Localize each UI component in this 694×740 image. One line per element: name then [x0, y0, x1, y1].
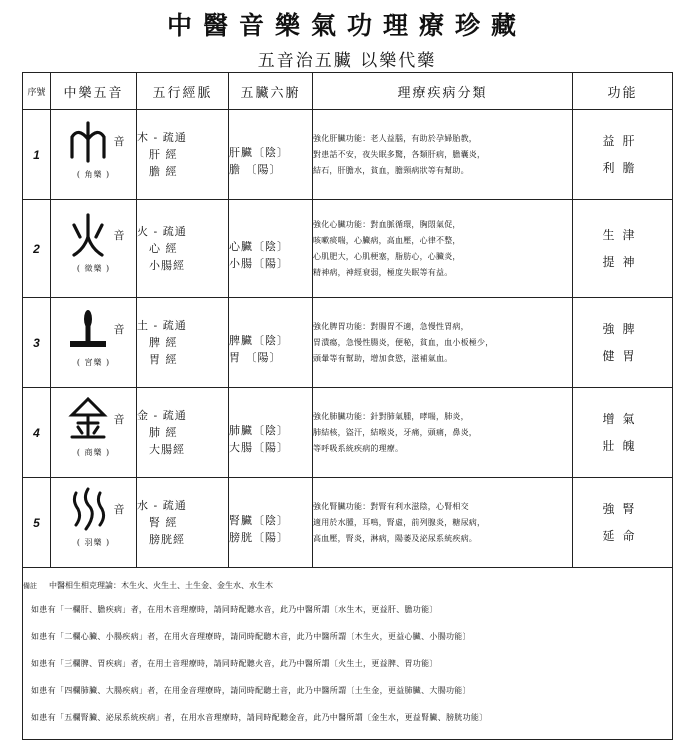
disease-line: 強化肝臟功能：老人益腦，有助於孕婦胎教，: [313, 133, 477, 143]
organ-label: 小腸〔陽〕: [229, 256, 289, 270]
organ-label: 心臟〔陰〕: [229, 239, 289, 253]
header-tone: 中樂五音: [51, 73, 137, 110]
organ-label: 脾臟〔陰〕: [229, 333, 289, 347]
meridian-label: 小腸經: [149, 259, 185, 272]
disease-cell: [313, 200, 573, 298]
table-header-row: [23, 73, 673, 110]
header-element: 五行經脈: [137, 73, 229, 110]
header-disease: 理療疾病分類: [313, 73, 573, 110]
notes-heading: [23, 576, 672, 596]
element-label: 土 - 疏通: [137, 319, 187, 332]
tone-cell: [51, 200, 137, 298]
function-label: 益肝: [602, 133, 643, 148]
function-label: 提神: [602, 254, 643, 269]
tone-caption: ( 商樂 ): [76, 447, 111, 457]
tone-suffix: 音: [113, 322, 125, 336]
organ-label: 大腸〔陽〕: [229, 440, 289, 454]
meridian-label: 膽 經: [149, 165, 178, 178]
element-cell: [137, 388, 229, 478]
disease-cell: [313, 110, 573, 200]
tone-caption: ( 角樂 ): [76, 169, 111, 179]
table-row: [23, 388, 673, 478]
notes-label: 備註: [23, 582, 37, 590]
organs-cell: [229, 478, 313, 568]
notes-row: [23, 568, 673, 740]
row-number: 3: [23, 298, 51, 388]
organ-label: 肺臟〔陰〕: [229, 423, 289, 437]
function-cell: [573, 200, 673, 298]
tone-suffix: 音: [113, 228, 125, 242]
element-label: 木 - 疏通: [137, 131, 187, 144]
disease-line: 對患話不安，夜失眠多驚，各類肝病，膽囊炎，: [313, 149, 486, 159]
disease-line: 強化腎臟功能：對腎有利水滋陰，心腎相交: [313, 501, 469, 511]
notes-theory: 中醫相生相克理論：木生火、火生土、土生金、金生水、水生木: [49, 581, 273, 590]
table-row: [23, 478, 673, 568]
note-line: 如患有「三欄脾、胃疾病」者，在用土音理療時，請同時配聽火音，此乃中醫所謂〔火生土，更益脾、胃功能〕: [31, 659, 438, 668]
row-number: 1: [23, 110, 51, 200]
disease-line: 頭暈等有幫助，增加食慾，滋補氣血。: [313, 353, 453, 363]
disease-line: 心肌肥大，心肌梗塞，脂肪心，心臟炎，: [313, 251, 461, 261]
organ-label: 膀胱〔陽〕: [229, 530, 289, 544]
row-number: 4: [23, 388, 51, 478]
meridian-label: 大腸經: [149, 443, 185, 456]
tone-cell: [51, 388, 137, 478]
function-label: 增氣: [602, 411, 643, 426]
element-cell: [137, 478, 229, 568]
water-seal-glyph-icon: [64, 485, 112, 533]
function-label: 健胃: [602, 348, 643, 363]
meridian-label: 腎 經: [149, 516, 178, 529]
row-number: 2: [23, 200, 51, 298]
function-cell: [573, 388, 673, 478]
meridian-label: 膀胱經: [149, 533, 185, 546]
note-line: 如患有「二欄心臟、小腸疾病」者，在用火音理療時，請同時配聽木音，此乃中醫所謂〔木生火，更益心臟、小腸功能〕: [31, 632, 471, 641]
disease-line: 強化脾胃功能：對腸胃不適，急慢性胃病，: [313, 321, 469, 331]
function-cell: [573, 298, 673, 388]
earth-seal-glyph-icon: [64, 305, 112, 353]
table-row: [23, 298, 673, 388]
disease-cell: [313, 478, 573, 568]
note-line: 如患有「四欄肺臟、大腸疾病」者，在用金音理療時，請同時配聽土音，此乃中醫所謂〔土生金，更益肺臟、大腸功能〕: [31, 686, 471, 695]
wood-seal-glyph-icon: [64, 117, 112, 165]
element-cell: [137, 298, 229, 388]
element-cell: [137, 110, 229, 200]
fire-seal-glyph-icon: [64, 211, 112, 259]
disease-cell: [313, 298, 573, 388]
function-label: 延命: [602, 528, 643, 543]
organs-cell: [229, 110, 313, 200]
organs-cell: [229, 388, 313, 478]
element-label: 金 - 疏通: [137, 409, 187, 422]
notes-cell: [23, 568, 673, 740]
meridian-label: 肝 經: [149, 148, 178, 161]
tone-suffix: 音: [113, 412, 125, 426]
note-line: 如患有「五欄腎臟、泌尿系統疾病」者，在用水音理療時，請同時配聽金音，此乃中醫所謂〔金生水，更益腎臟、膀胱功能〕: [31, 713, 488, 722]
tone-suffix: 音: [113, 134, 125, 148]
five-tones-table: [22, 72, 673, 740]
note-line: 如患有「一欄肝、膽疾病」者，在用木音理療時，請同時配聽水音，此乃中醫所謂〔水生木，更益肝、膽功能〕: [31, 605, 438, 614]
organs-cell: [229, 298, 313, 388]
disease-line: 胃潰瘍，急慢性腸炎，便秘，貧血，血小板極少，: [313, 337, 494, 347]
disease-line: 結石，肝膽水，貧血，膽頸病狀等有幫助。: [313, 165, 469, 175]
metal-seal-glyph-icon: [64, 395, 112, 443]
row-number: 5: [23, 478, 51, 568]
element-cell: [137, 200, 229, 298]
table-row: [23, 200, 673, 298]
meridian-label: 心 經: [149, 242, 178, 255]
tone-caption: ( 宮樂 ): [76, 357, 111, 367]
tone-cell: [51, 478, 137, 568]
disease-line: 精神病，神經衰弱，極度失眠等有益。: [313, 267, 453, 277]
function-cell: [573, 110, 673, 200]
function-label: 壯魄: [602, 438, 643, 453]
tone-cell: [51, 110, 137, 200]
disease-line: 適用於水腫，耳鳴，腎虛，前列腺炎，糖尿病，: [313, 517, 486, 527]
header-function: 功能: [573, 73, 673, 110]
element-label: 水 - 疏通: [137, 499, 187, 512]
function-label: 利膽: [602, 160, 643, 175]
disease-line: 強化肺臟功能：針對肺氣腫，哮喘，肺炎，: [313, 411, 469, 421]
header-organs: 五臟六腑: [229, 73, 313, 110]
disease-line: 肺結核，盜汗，結喉炎，牙痛，頭痛，鼻炎，: [313, 427, 477, 437]
function-label: 強脾: [602, 321, 643, 336]
disease-cell: [313, 388, 573, 478]
tone-caption: ( 徵樂 ): [76, 263, 111, 273]
organs-cell: [229, 200, 313, 298]
element-label: 火 - 疏通: [137, 225, 187, 238]
disease-line: 等呼吸系統疾病的理療。: [313, 443, 404, 453]
disease-line: 高血壓，腎炎，淋病，陽萎及泌尿系統疾病。: [313, 533, 477, 543]
tone-suffix: 音: [113, 502, 125, 516]
organ-label: 肝臟〔陰〕: [229, 145, 289, 159]
page-subtitle: 五音治五臟 以樂代藥: [257, 51, 437, 71]
organ-label: 腎臟〔陰〕: [229, 513, 289, 527]
tone-caption: ( 羽樂 ): [76, 537, 111, 547]
meridian-label: 胃 經: [149, 353, 178, 366]
disease-line: 咳嗽痰喘，心臟病，高血壓，心律不整，: [313, 235, 461, 245]
meridian-label: 脾 經: [149, 336, 178, 349]
function-label: 生津: [602, 227, 643, 242]
header-seq: 序號: [23, 73, 51, 110]
table-row: [23, 110, 673, 200]
function-cell: [573, 478, 673, 568]
meridian-label: 肺 經: [149, 426, 178, 439]
tone-cell: [51, 298, 137, 388]
organ-label: 膽 〔陽〕: [229, 162, 282, 176]
page-title: 中醫音樂氣功理療珍藏: [166, 11, 527, 40]
organ-label: 胃 〔陽〕: [229, 350, 282, 364]
function-label: 強腎: [602, 501, 643, 516]
disease-line: 強化心臟功能：對血脈循環，胸悶氣促，: [313, 219, 461, 229]
